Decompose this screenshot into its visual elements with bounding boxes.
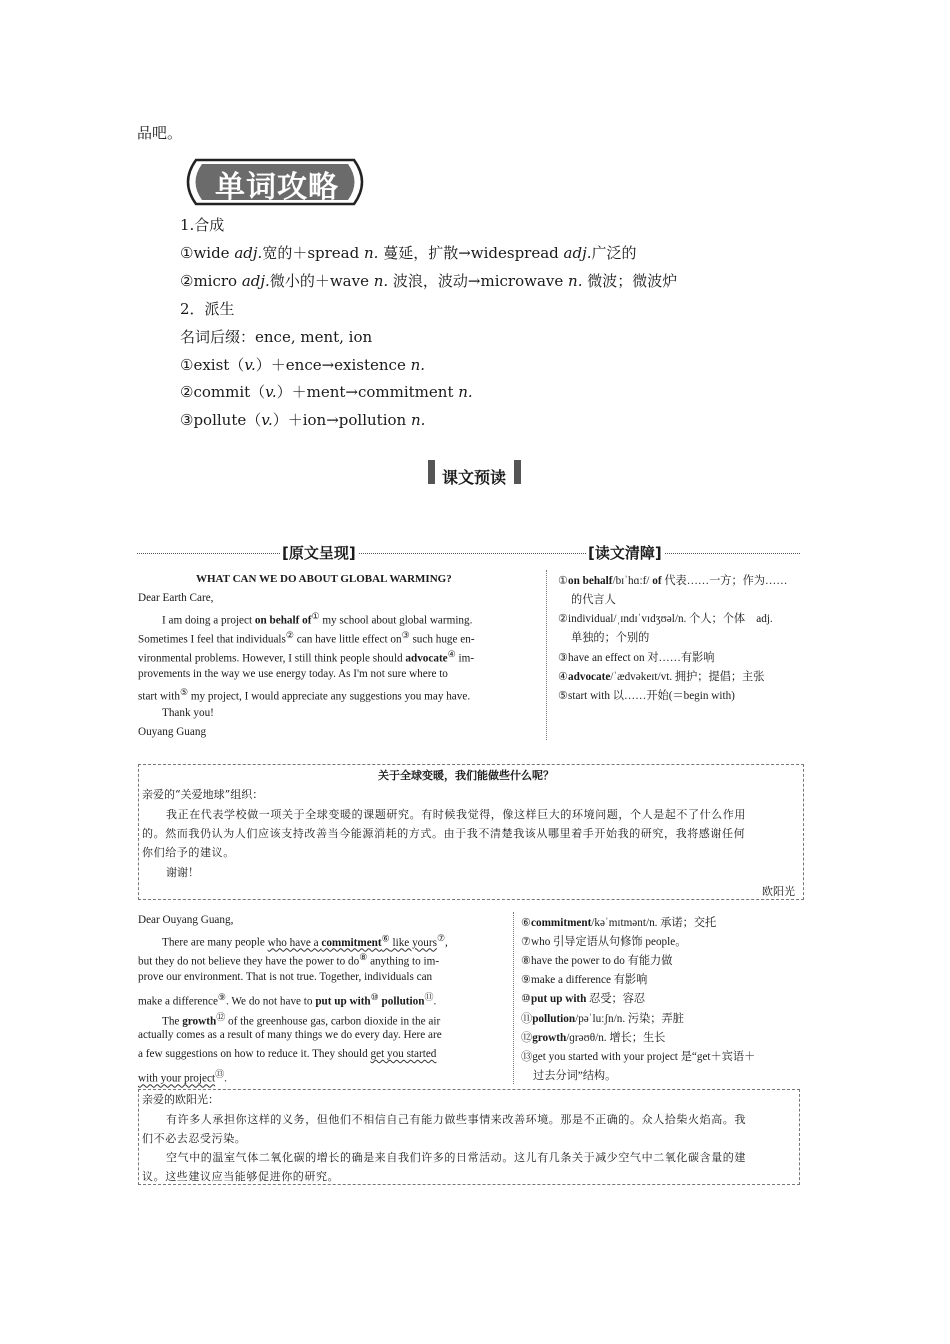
translation2-para-line-1: 有许多人承担你这样的义务，但他们不相信自己有能力做些事情来改善环境。那是不正确的。众人拾柴火焰高。我: [166, 1113, 746, 1126]
banner-title: 单词攻略: [215, 170, 339, 205]
column-divider-1: [546, 570, 547, 740]
letter2-line-8: with your project⑬.: [138, 1069, 227, 1085]
note-13: ⑬get you started with your project 是“get＋宾语＋: [521, 1051, 756, 1063]
letter1-line-3: vironmental problems. However, I still think people should advocate④ im-: [138, 649, 475, 665]
translation1-title: 关于全球变暖，我们能做些什么呢？: [378, 769, 554, 782]
translation1-thanks: 谢谢！: [166, 866, 199, 879]
letter1-line-4: provements in the way we use energy today. As I'm not sure where to: [138, 668, 448, 680]
letter2-greeting: Dear Ouyang Guang,: [138, 914, 234, 926]
section-title-bar-left: [428, 460, 435, 484]
letter2-line-1: There are many people who have a commitment⑥ like yours⑦,: [162, 933, 448, 949]
letter1-line-2: Sometimes I feel that individuals② can have little effect on③ such huge en-: [138, 630, 475, 646]
translation1-para-line-1: 我正在代表学校做一项关于全球变暖的课题研究。有时候我觉得，像这样巨大的环境问题，个人是起不了什么作用: [166, 808, 746, 821]
vocab-derivation-1: ①exist（v.）＋ence→existence n.: [180, 356, 426, 374]
note-1: ①on behalf/bɪˈhɑːf/ of 代表……一方；作为……: [558, 575, 788, 587]
note-7: ⑦who 引导定语从句修饰 people。: [521, 936, 687, 948]
translation2-para-line-4: 议。这些建议应当能够促进你的研究。: [142, 1170, 340, 1183]
section-title: 课文预读: [442, 468, 507, 487]
section-title-bar-right: [514, 460, 521, 484]
translation1-para-line-2: 的。然而我仍认为人们应该支持改善当今能源消耗的方式。由于我不清楚我该从哪里着手开始我的研究，我将感谢任何: [142, 827, 746, 840]
note-1-continued: 的代言人: [571, 594, 616, 606]
note-2-continued: 单独的；个别的: [571, 632, 650, 644]
heading-reading-notes: [读文清障]: [588, 544, 662, 562]
note-8: ⑧have the power to do 有能力做: [521, 955, 673, 967]
vocab-heading-compound: 1.合成: [180, 216, 225, 234]
letter1-greeting: Dear Earth Care,: [138, 592, 214, 604]
letter2-line-6: actually comes as a result of many things we do every day. Here are: [138, 1029, 442, 1041]
letter1-line-1: I am doing a project on behalf of① my school about global warming.: [162, 611, 473, 627]
divider-dotted-top: [137, 553, 800, 554]
wavy-relative-clause: who have a commitment⑥ like yours: [267, 933, 437, 949]
letter2-line-2: but they do not believe they have the power to do⑧ anything to im-: [138, 952, 440, 968]
note-12: ⑫growth/ɡrəʊθ/n. 增长；生长: [521, 1032, 666, 1044]
letter1-title: WHAT CAN WE DO ABOUT GLOBAL WARMING?: [196, 573, 452, 585]
vocab-derivation-2: ②commit（v.）＋ment→commitment n.: [180, 383, 473, 401]
note-11: ⑪pollution/pəˈluːʃn/n. 污染；弄脏: [521, 1013, 684, 1025]
letter2-line-5: The growth⑫ of the greenhouse gas, carbon dioxide in the air: [162, 1012, 441, 1028]
translation2-greeting: 亲爱的欧阳光：: [142, 1093, 219, 1106]
heading-original-text: [原文呈现]: [282, 544, 356, 562]
vocab-heading-derivation: 2．派生: [180, 300, 235, 318]
translation2-para-line-3: 空气中的温室气体二氧化碳的增长的确是来自我们许多的日常活动。这儿有几条关于减少空气中二氧化碳含量的建: [166, 1151, 746, 1164]
translation1-para-line-3: 你们给予的建议。: [142, 846, 235, 859]
note-6: ⑥commitment/kəˈmɪtmənt/n. 承诺；交托: [521, 917, 717, 929]
letter2-line-7: a few suggestions on how to reduce it. They should get you started: [138, 1048, 437, 1060]
vocab-suffix-line: 名词后缀：ence, ment, ion: [180, 328, 373, 346]
letter1-thanks: Thank you!: [162, 707, 214, 719]
letter1-line-5: start with⑤ my project, I would appreciate any suggestions you may have.: [138, 687, 471, 703]
letter2-line-3: prove our environment. That is not true. Together, individuals can: [138, 971, 433, 983]
top-text-fragment: 品吧。: [137, 124, 183, 142]
note-10: ⑩put up with 忍受；容忍: [521, 993, 646, 1005]
vocab-compound-1: ①wide adj.宽的＋spread n. 蔓延，扩散→widespread adj.广泛的: [180, 244, 637, 262]
letter2-line-4: make a difference⑨. We do not have to put up with⑩ pollution⑪.: [138, 992, 437, 1008]
note-13-continued: 过去分词”结构。: [533, 1070, 617, 1082]
note-4: ④advocate/ˈædvəkeɪt/vt. 拥护；提倡；主张: [558, 671, 765, 683]
note-3: ③have an effect on 对……有影响: [558, 652, 715, 664]
translation2-para-line-2: 们不必去忍受污染。: [142, 1132, 247, 1145]
note-9: ⑨make a difference 有影响: [521, 974, 648, 986]
wavy-get-started-1: get you started: [370, 1048, 437, 1060]
banner: [182, 156, 372, 208]
letter1-signature: Ouyang Guang: [138, 726, 207, 738]
wavy-get-started-2: with your project: [138, 1072, 216, 1085]
vocab-derivation-3: ③pollute（v.）＋ion→pollution n.: [180, 411, 426, 429]
note-5: ⑤start with 以……开始(＝begin with): [558, 690, 735, 702]
translation1-greeting: 亲爱的“关爱地球”组织：: [142, 788, 264, 801]
note-2: ②individual/ˌɪndɪˈvɪdʒʊəl/n. 个人；个体 adj.: [558, 613, 773, 625]
translation1-signature: 欧阳光: [762, 885, 795, 898]
column-divider-2: [513, 912, 514, 1084]
vocab-compound-2: ②micro adj.微小的＋wave n. 波浪，波动→microwave n. 微波；微波炉: [180, 272, 678, 290]
